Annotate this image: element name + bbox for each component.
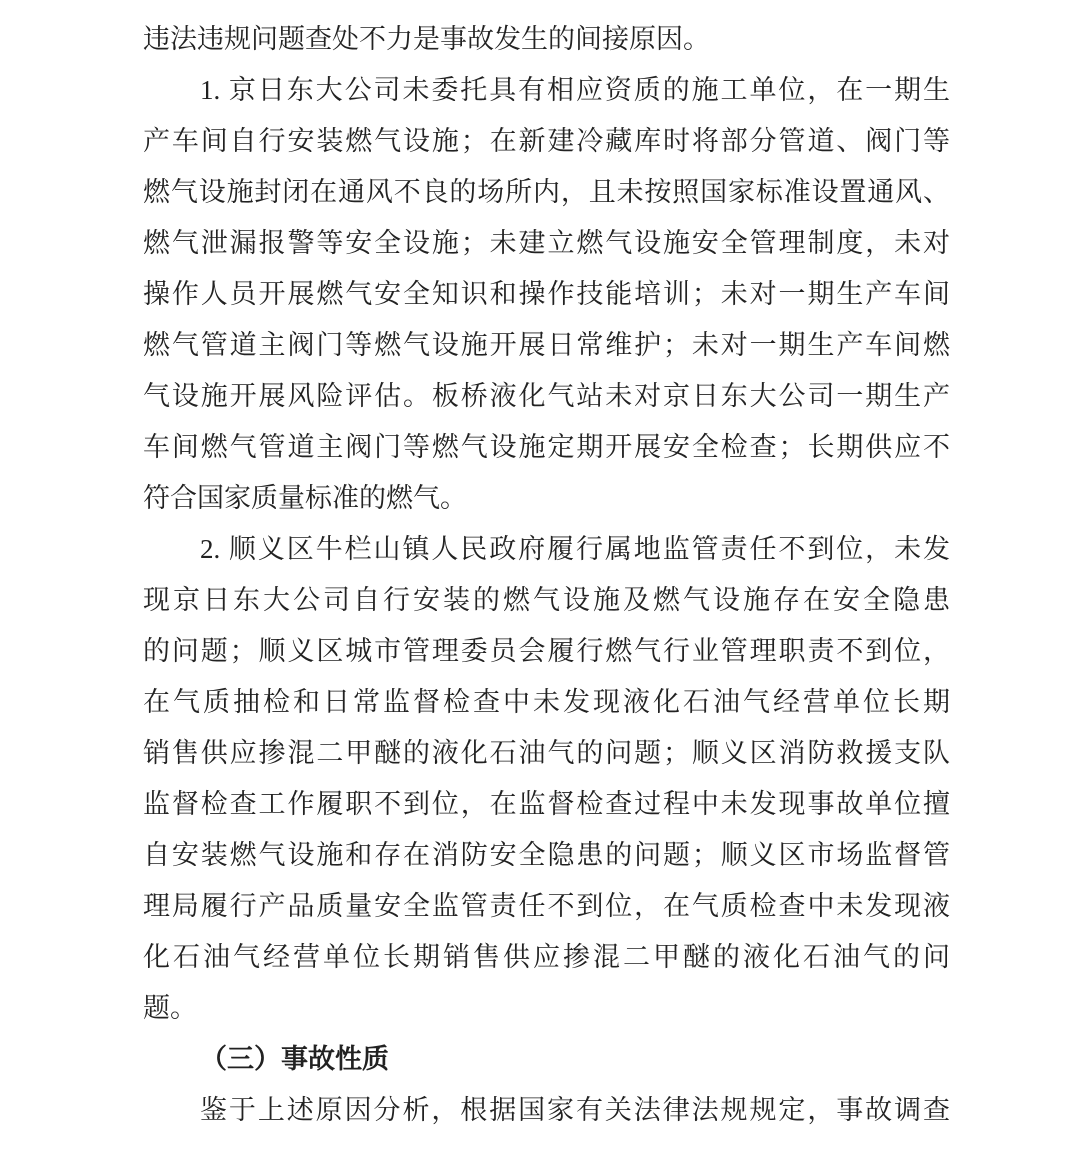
body-line: 在气质抽检和日常监督检查中未发现液化石油气经营单位长期	[143, 687, 950, 717]
body-line: 化石油气经营单位长期销售供应掺混二甲醚的液化石油气的问	[143, 942, 950, 972]
body-line: 气设施开展风险评估。板桥液化气站未对京日东大公司一期生产	[143, 381, 950, 411]
body-line: 符合国家质量标准的燃气。	[143, 483, 467, 513]
body-line: 的问题；顺义区城市管理委员会履行燃气行业管理职责不到位，	[143, 636, 950, 666]
body-line: 题。	[143, 993, 197, 1023]
body-line: 1. 京日东大公司未委托具有相应资质的施工单位，在一期生	[200, 75, 950, 105]
body-line: 现京日东大公司自行安装的燃气设施及燃气设施存在安全隐患	[143, 585, 950, 615]
body-line: 理局履行产品质量安全监管责任不到位，在气质检查中未发现液	[143, 891, 950, 921]
body-line: 监督检查工作履职不到位，在监督检查过程中未发现事故单位擅	[143, 789, 950, 819]
section-heading: （三）事故性质	[200, 1044, 389, 1074]
body-line: 鉴于上述原因分析，根据国家有关法律法规规定，事故调查	[200, 1095, 950, 1125]
body-line: 自安装燃气设施和存在消防安全隐患的问题；顺义区市场监督管	[143, 840, 950, 870]
body-line: 燃气泄漏报警等安全设施；未建立燃气设施安全管理制度，未对	[143, 228, 950, 258]
body-line: 2. 顺义区牛栏山镇人民政府履行属地监管责任不到位，未发	[200, 534, 950, 564]
body-line: 车间燃气管道主阀门等燃气设施定期开展安全检查；长期供应不	[143, 432, 950, 462]
body-line: 违法违规问题查处不力是事故发生的间接原因。	[143, 24, 710, 54]
body-line: 燃气设施封闭在通风不良的场所内，且未按照国家标准设置通风、	[143, 177, 950, 207]
body-line: 燃气管道主阀门等燃气设施开展日常维护；未对一期生产车间燃	[143, 330, 950, 360]
body-line: 产车间自行安装燃气设施；在新建冷藏库时将部分管道、阀门等	[143, 126, 950, 156]
body-line: 操作人员开展燃气安全知识和操作技能培训；未对一期生产车间	[143, 279, 950, 309]
body-line: 销售供应掺混二甲醚的液化石油气的问题；顺义区消防救援支队	[143, 738, 950, 768]
